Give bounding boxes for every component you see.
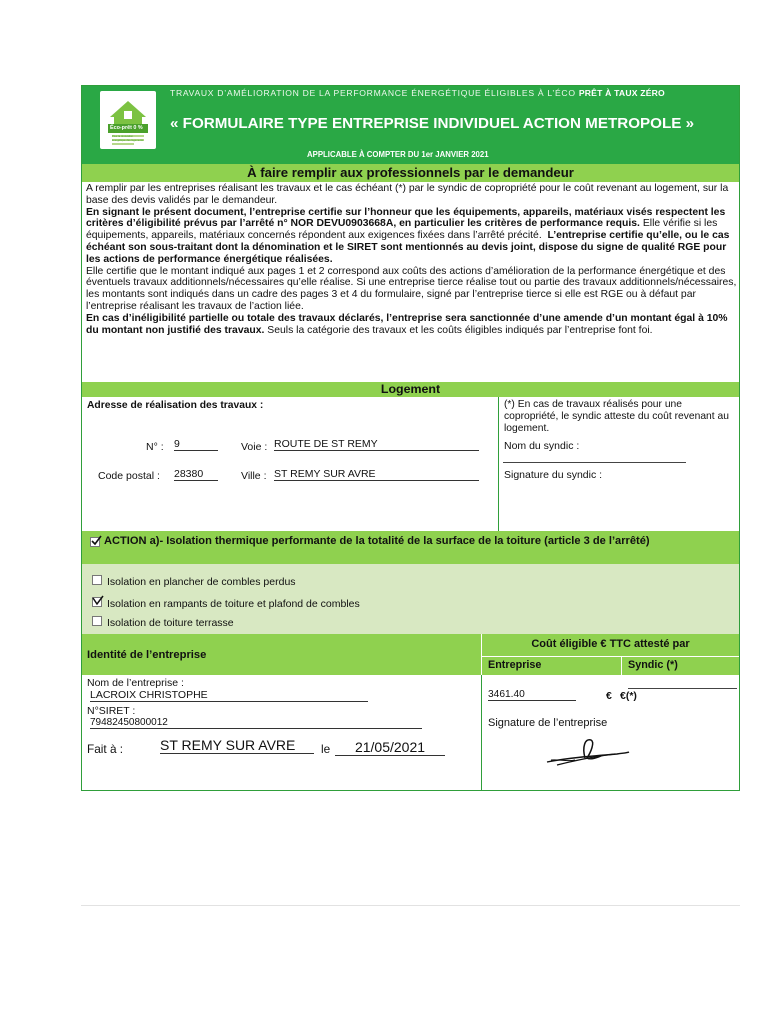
header-top-line-text: TRAVAUX D’AMÉLIORATION DE LA PERFORMANCE ÉNERGÉTIQUE ÉLIGIBLES À L’ÉCO [170,88,576,98]
siret-label: N°SIRET : [87,705,136,717]
euro-syndic: €(*) [620,690,637,702]
checkmark-icon [92,595,104,607]
intro-paragraph-5 [86,313,738,337]
euro-symbol: € [606,690,612,702]
ville-value[interactable]: ST REMY SUR AVRE [274,468,479,481]
page-separator [81,905,740,906]
logement-divider [498,397,499,531]
syndic-name-label: Nom du syndic : [504,440,580,452]
le-label: le [321,742,331,756]
eco-pret-logo [100,91,156,149]
identity-title: Identité de l’entreprise [87,649,207,661]
cp-value[interactable]: 28380 [174,468,218,481]
address-label: Adresse de réalisation des travaux : [87,400,264,411]
syndic-name-line[interactable] [503,462,686,463]
entreprise-divider [481,675,482,791]
option-label-toiture-terrasse: Isolation de toiture terrasse [107,617,234,629]
option-label-combles-perdus: Isolation en plancher de combles perdus [107,576,296,588]
action-title: ACTION a)- Isolation thermique performante de la totalité de la surface de la toiture (article 3 de l’arrêté) [104,535,650,547]
option-checkbox-combles-perdus[interactable] [92,575,102,585]
num-value[interactable]: 9 [174,438,218,451]
intro-paragraph-2 [86,207,738,266]
section-pros-title: À faire remplir aux professionnels par le demandeur [82,164,739,182]
voie-label: Voie : [241,441,268,453]
intro-paragraph-1: A remplir par les entreprises réalisant les travaux et le cas échéant (*) par le syndic de copropriété pour le coût revenant au logement, sur la base des devis validés par le demandeur. [86,183,729,206]
company-name-value[interactable]: LACROIX CHRISTOPHE [90,689,368,702]
syndic-amount-line[interactable] [628,688,737,689]
fait-label: Fait à : [87,742,124,756]
col-entreprise: Entreprise [488,659,542,671]
form-header [82,86,739,164]
checkmark-icon [90,535,102,547]
logement-title: Logement [82,382,739,397]
signature-label: Signature de l’entreprise [488,717,608,729]
col-syndic: Syndic (*) [628,659,678,671]
action-checkbox[interactable] [90,537,100,547]
fait-value[interactable]: ST REMY SUR AVRE [160,737,314,754]
siret-value[interactable]: 79482450800012 [90,717,422,729]
num-label: N° : [146,441,164,453]
option-checkbox-toiture-terrasse[interactable] [92,616,102,626]
company-name-label: Nom de l’entreprise : [87,677,184,689]
cp-label: Code postal : [98,470,160,482]
applicable-date: APPLICABLE À COMPTER DU 1er JANVIER 2021 [307,150,489,159]
logo-text: Éco-prêt 0 % [110,125,143,131]
signature-image [537,732,637,772]
section-pros-text [86,183,738,336]
cost-title: Coût éligible € TTC attesté par [531,638,690,650]
eco-ptz-form [81,85,740,791]
header-top-line-bold: PRÊT À TAUX ZÉRO [578,88,665,98]
intro-p5-rest: Seuls la catégorie des travaux et les coûts éligibles indiqués par l’entreprise font foi. [264,324,653,336]
intro-paragraph-4: Elle certifie que le montant indiqué aux pages 1 et 2 correspond aux coûts des actions d’amélioration de la performance énergétique et des éventuels travaux additionnels/nécessaires qu’elle réalise. Si une entreprise tierce réalise tout ou partie des travaux additionnels/nécessaires, les montants sont indiqués dans un cadre des pages 3 et 4 du formulaire, signé par l’entreprise tierce si elle est RGE ou à défaut par l’entreprise réalisant les travaux de l’action liée. [86,265,737,312]
intro-p5-bold: En cas d’inéligibilité partielle ou totale des travaux déclarés, l’entreprise sera sanctionnée d’une amende d’un montant égal à 10% du montant non justifié des travaux. [86,312,728,336]
option-label-rampants: Isolation en rampants de toiture et plafond de combles [107,598,360,610]
header-top-line [170,88,665,98]
form-title: « FORMULAIRE TYPE ENTREPRISE INDIVIDUEL ACTION METROPOLE » [170,115,695,132]
intro-p3-bold: L’entreprise certifie qu’elle, ou le cas échéant son sous-traitant dont la dénomination et le SIRET sont mentionnés au devis joint, dispose du signe de qualité RGE pour les actions de performance énergétique réalisées. [86,230,730,265]
option-checkbox-rampants[interactable] [92,597,102,607]
syndic-signature-label: Signature du syndic : [504,469,603,481]
date-value[interactable]: 21/05/2021 [335,739,445,756]
amount-value[interactable]: 3461.40 [488,689,576,701]
syndic-note: (*) En cas de travaux réalisés pour une copropriété, le syndic atteste du coût revenant au logement. [504,399,729,434]
voie-value[interactable]: ROUTE DE ST REMY [274,438,479,451]
intro-p2-rest: Elle vérifie si les équipements, appareils, matériaux concernés répondent aux exigences fixées dans l’arrêté précité. [86,218,718,242]
logo-subtext: Pour la rénovation énergétique des logements [112,135,144,142]
intro-p2-bold: En signant le présent document, l’entreprise certifie sur l’honneur que les équipements, appareils, matériaux visés respectent les critères d’éligibilité prévus par l’arrêté n° NOR DEVU0903668A, en particulier les critères de performance requis. [86,206,726,230]
ville-label: Ville : [241,470,267,482]
